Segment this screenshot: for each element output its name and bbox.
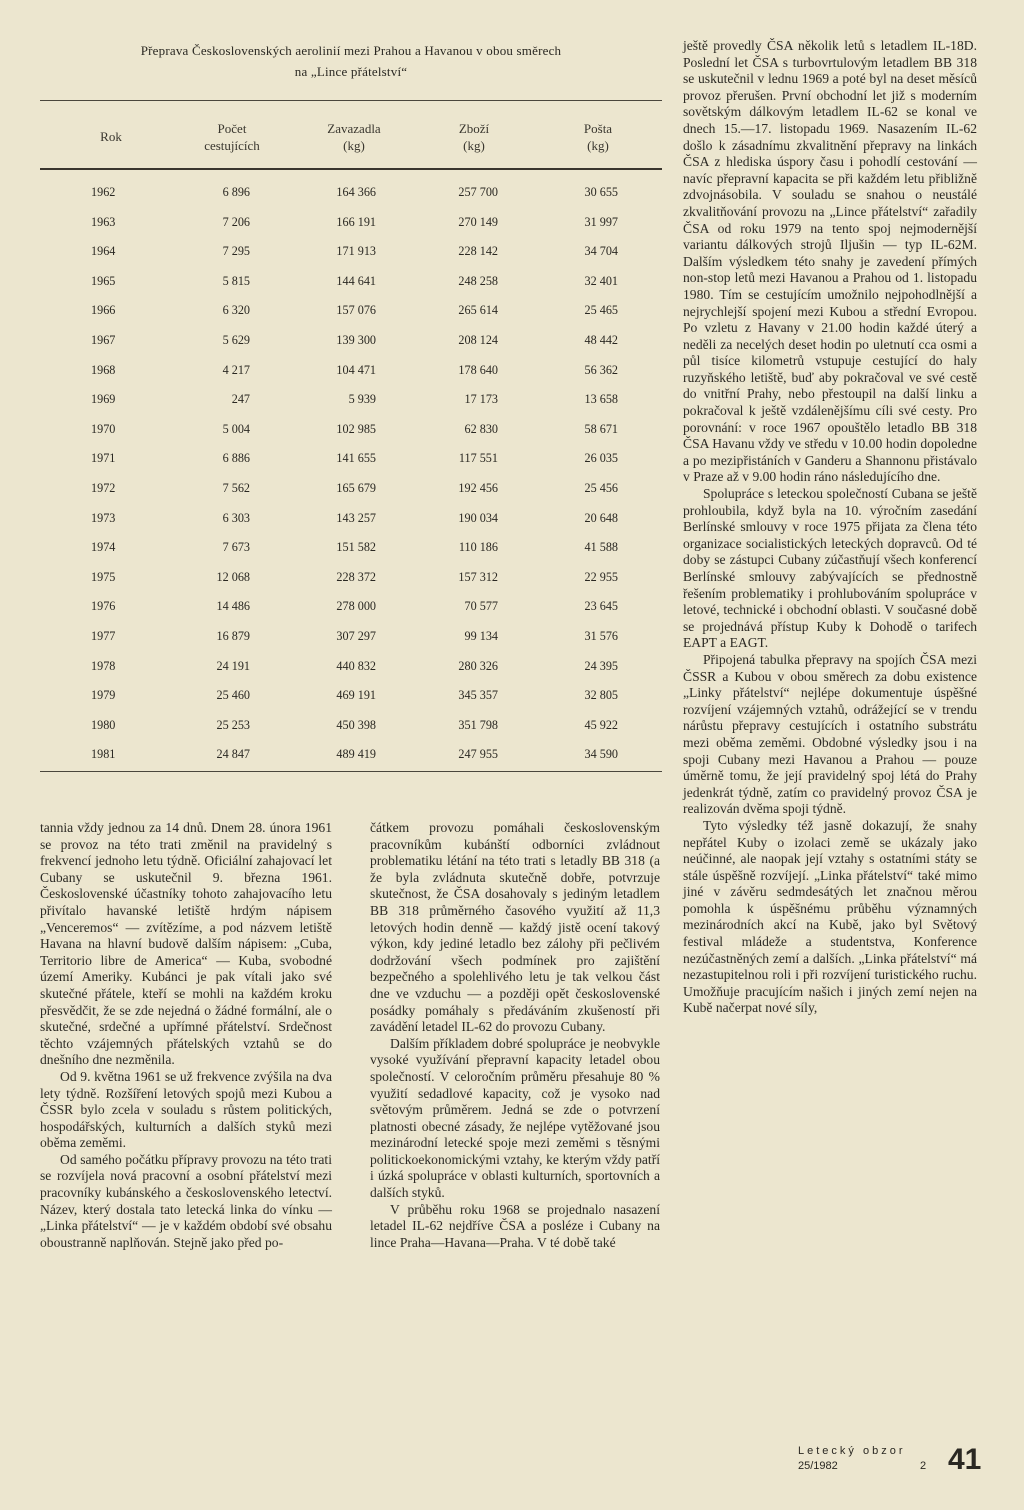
cell-year: 1964 xyxy=(91,244,116,259)
cell-passengers: 24 847 xyxy=(216,747,250,762)
cell-passengers: 5 004 xyxy=(222,421,250,436)
table-row xyxy=(40,356,662,386)
paragraph: Spolupráce s leteckou společností Cubana se ještě prohloubila, když byla na 10. výročním zasedání Berlínské smlouvy v roce 1975 přijata za člena této organizace socialistických leteckých dopravců. Od té doby se zástupci Cubany zúčastňují všech konferencí Berlínské smlouvy zabývajících se přednostně řešením problematiky i prohlubováním spolupráce v letové, technické i obchodní oblasti. V současné době se projednává přístup Kuby k Dohodě o tarifech EAPT a EAGT. xyxy=(683,486,977,651)
cell-cargo: 99 134 xyxy=(464,628,498,643)
page-number: 41 xyxy=(948,1443,982,1476)
cell-mail: 30 655 xyxy=(584,185,618,199)
cell-passengers: 6 886 xyxy=(222,451,250,466)
cell-cargo: 345 357 xyxy=(458,688,498,703)
magazine-issue: 25/1982 xyxy=(798,1460,838,1472)
cell-mail: 31 997 xyxy=(584,214,618,229)
cell-baggage: 102 985 xyxy=(336,421,376,436)
paragraph: V průběhu roku 1968 se projednalo nasazení letadel IL-62 nejdříve ČSA a posléze i Cubany na lince Praha—Havana—Praha. V té době také xyxy=(370,1201,660,1250)
cell-year: 1977 xyxy=(91,628,116,643)
cell-year: 1970 xyxy=(91,421,116,436)
cell-passengers: 7 562 xyxy=(222,480,250,495)
header-mail xyxy=(538,120,658,154)
cell-passengers: 14 486 xyxy=(216,599,250,614)
paragraph: Tyto výsledky též jasně dokazují, že snahy nepřátel Kuby o izolaci země se ukázaly jako neúčinné, ale naopak její vztahy s ostatními státy se stále úspěšně rozvíjejí. „Linka přátelství“ také mimo jiné v závěru sedmdesátých let značnou měrou pomohla k úspěšnému průběhu významných mezinárodních akcí na Kubě, jako byl Světový festival mládeže a studentstva, Konference nezúčastněných zemí a dalších. „Linka přátelství“ má nezastupitelnou roli i při rozvíjení turistického ruchu. Umožňuje pracujícím našich i jiných zemí nejen na Kubě načerpat nové síly, xyxy=(683,817,977,1016)
cell-passengers: 4 217 xyxy=(222,362,250,377)
cell-mail: 25 456 xyxy=(584,480,618,495)
cell-passengers: 16 879 xyxy=(216,628,250,643)
magazine-issue-sub: 2 xyxy=(920,1460,927,1472)
table-row xyxy=(40,622,662,652)
table-row xyxy=(40,533,662,563)
cell-year: 1971 xyxy=(91,451,116,466)
table-row xyxy=(40,474,662,504)
cell-year: 1979 xyxy=(91,688,116,703)
table-row xyxy=(40,178,662,208)
cell-year: 1975 xyxy=(91,569,116,584)
cell-passengers: 25 460 xyxy=(216,688,250,703)
cell-mail: 45 922 xyxy=(584,717,618,732)
cell-baggage: 164 366 xyxy=(336,185,376,199)
cell-year: 1965 xyxy=(91,273,116,288)
cell-baggage: 143 257 xyxy=(336,510,376,525)
paragraph: Od 9. května 1961 se už frekvence zvýšila na dva lety týdně. Rozšíření letových spojů mezi Kubou a ČSSR bylo zcela v souladu s růstem politických, hospodářských, kulturních a dalších styků mezi oběma zeměmi. xyxy=(40,1068,332,1151)
cell-cargo: 270 149 xyxy=(458,214,498,229)
cell-passengers: 7 673 xyxy=(222,540,250,555)
cell-baggage: 166 191 xyxy=(336,214,376,229)
cell-mail: 24 395 xyxy=(584,658,618,673)
paragraph: Dalším příkladem dobré spolupráce je neobvykle vysoké využívání přepravní kapacity letadel obou společností. V celoročním průměru přesahuje 80 % využití sedadlové kapacity, což je vysoko nad světovým průměrem. Jedná se zde o potvrzení platnosti obecné zásady, že nejlépe vytěžované jsou mezinárodní letecké spoje mezi zeměmi s těsnými politickoekonomickými vztahy, ke kterým vždy patří i úzká spolupráce v oblasti kulturních, sportovních a dalších styků. xyxy=(370,1035,660,1201)
cell-year: 1973 xyxy=(91,510,116,525)
table-title xyxy=(40,40,662,82)
cell-year: 1966 xyxy=(91,303,116,318)
text-column-middle xyxy=(370,820,660,1251)
table-row xyxy=(40,267,662,297)
cell-mail: 13 658 xyxy=(584,392,618,407)
cell-baggage: 144 641 xyxy=(336,273,376,288)
header-baggage-line-2: (kg) xyxy=(343,138,365,153)
table-row xyxy=(40,681,662,711)
cell-year: 1968 xyxy=(91,362,116,377)
cell-baggage: 489 419 xyxy=(336,747,376,762)
header-year: Rok xyxy=(100,129,122,144)
cell-mail: 58 671 xyxy=(584,421,618,436)
cell-baggage: 228 372 xyxy=(336,569,376,584)
header-baggage xyxy=(294,120,414,154)
table-header xyxy=(40,118,662,168)
cell-year: 1969 xyxy=(91,392,116,407)
cell-passengers: 25 253 xyxy=(216,717,250,732)
cell-mail: 26 035 xyxy=(584,451,618,466)
paragraph: čátkem provozu pomáhali československým pracovníkům kubánští odborníci zvládnout problematiku létání na této trati s letadly BB 318 (a že byla zvládnuta skutečně dobře, potvrzuje skutečnost, že ČSA dosahovaly s jediným letadlem BB 318 průměrného časového využití až 11,3 letových hodin denně — každý jistě ocení takový výkon, kdy jediné letadlo bez zálohy při pečlivém dodržování všech podmínek pro zajištění bezpečného a spolehlivého letu je tak velkou část dne ve vzduchu — a později opět československé posádky pomáhaly s předáváním zkušeností při zavádění letadel IL-62 do provozu Cubany. xyxy=(370,820,660,1035)
cell-baggage: 151 582 xyxy=(336,540,376,555)
magazine-name: Letecký obzor xyxy=(798,1445,906,1457)
cell-passengers: 6 303 xyxy=(222,510,250,525)
cell-baggage: 104 471 xyxy=(336,362,376,377)
table-row xyxy=(40,711,662,741)
table-row xyxy=(40,415,662,445)
header-passengers xyxy=(172,120,292,154)
header-cargo xyxy=(414,120,534,154)
table-header-rule xyxy=(40,168,662,170)
cell-baggage: 440 832 xyxy=(336,658,376,673)
cell-mail: 23 645 xyxy=(584,599,618,614)
header-baggage-line-1: Zavazadla xyxy=(327,121,381,136)
cell-cargo: 17 173 xyxy=(464,392,498,407)
text-column-right xyxy=(683,38,977,1017)
cell-passengers: 247 xyxy=(231,392,250,407)
cell-year: 1972 xyxy=(91,480,116,495)
table-top-rule xyxy=(40,100,662,101)
cell-year: 1967 xyxy=(91,332,116,347)
header-cargo-line-1: Zboží xyxy=(458,121,490,136)
cell-passengers: 5 815 xyxy=(222,273,250,288)
cell-baggage: 165 679 xyxy=(336,480,376,495)
cell-mail: 25 465 xyxy=(584,303,618,318)
page-footer xyxy=(798,1445,988,1485)
cell-mail: 41 588 xyxy=(584,540,618,555)
cell-cargo: 351 798 xyxy=(458,717,498,732)
cell-passengers: 12 068 xyxy=(216,569,250,584)
table-title-line-1: Přeprava Československých aerolinií mezi Prahou a Havanou v obou směrech xyxy=(140,43,562,58)
cell-cargo: 248 258 xyxy=(458,273,498,288)
cell-passengers: 5 629 xyxy=(222,332,250,347)
cell-baggage: 278 000 xyxy=(336,599,376,614)
cell-passengers: 6 896 xyxy=(222,185,250,199)
cell-passengers: 7 206 xyxy=(222,214,250,229)
table-row xyxy=(40,444,662,474)
cell-mail: 31 576 xyxy=(584,628,618,643)
paragraph: Připojená tabulka přepravy na spojích ČSA mezi ČSSR a Kubou v obou směrech za dobu existence „Linky přátelství“ nejlépe dokumentuje úspěšné rozvíjení vzájemných vztahů, odrážející se v trendu nárůstu přepravy cestujících i ostatního substrátu mezi oběma zeměmi. Obdobné výsledky jsou i na spoji Cubany mezi Havanou a Prahou — pouze úměrně tomu, že její pravidelný spoj létá do Prahy jedenkrát týdně, zatím co pravidelný provoz ČSA je realizován dvěma spoji týdně. xyxy=(683,651,977,817)
cell-year: 1974 xyxy=(91,540,116,555)
cell-mail: 34 704 xyxy=(584,244,618,259)
cell-mail: 34 590 xyxy=(584,747,618,762)
cell-mail: 20 648 xyxy=(584,510,618,525)
text-column-left xyxy=(40,820,332,1251)
cell-cargo: 280 326 xyxy=(458,658,498,673)
cell-cargo: 265 614 xyxy=(458,303,498,318)
cell-mail: 48 442 xyxy=(584,332,618,347)
cell-cargo: 192 456 xyxy=(458,480,498,495)
cell-year: 1980 xyxy=(91,717,116,732)
header-mail-line-2: (kg) xyxy=(587,138,609,153)
table-row xyxy=(40,296,662,326)
header-passengers-line-1: Počet xyxy=(217,121,247,136)
cell-cargo: 70 577 xyxy=(464,599,498,614)
table-row xyxy=(40,208,662,238)
header-passengers-line-2: cestujících xyxy=(204,138,260,153)
table-body xyxy=(40,178,662,770)
table-row xyxy=(40,326,662,356)
cell-cargo: 257 700 xyxy=(458,185,498,199)
cell-cargo: 178 640 xyxy=(458,362,498,377)
cell-cargo: 190 034 xyxy=(458,510,498,525)
table-row xyxy=(40,237,662,267)
cell-cargo: 157 312 xyxy=(458,569,498,584)
cell-mail: 56 362 xyxy=(584,362,618,377)
paragraph: ještě provedly ČSA několik letů s letadlem IL-18D. Poslední let ČSA s turbovrtulovým letadlem BB 318 se uskutečnil v lednu 1969 a poté byl na deset měsíců provoz přerušen. První obchodní let již s moderním sovětským dálkovým letadlem IL-62 se konal ve dnech 15.—17. listopadu 1969. Nasazením IL-62 došlo k zásadnímu zkvalitnění přepravy na linkách ČSA z hlediska úspory času i pohodlí cestování — navíc přepravní kapacita se při každém letu přibližně zdvojnásobila. V souladu se snahou o neustálé zkvalitňování provozu na „Lince přátelství“ zařadily ČSA od roku 1979 na tento spoj nejmodernější variantu dálkových strojů Iljušin — typ IL-62M. Dalším výsledkem této snahy je zavedení přímých non-stop letů mezi Havanou a Prahou od 1. listopadu 1980. Tím se cestujícím umožnilo nejpohodlnější a nejrychlejší spojení mezi Kubou a střední Evropou. Po vzletu z Havany v 21.00 hodin každé úterý a neděli za necelých deset hodin po uletnutí cca osmi a půl tisíce kilometrů vstupuje cestující do haly ruzyňského letiště, buď aby pokračoval ve své cestě do vnitřní Prahy, nebo přestoupil na další linku a pokračoval k ještě vzdálenějšímu cíli své cesty. Pro porovnání: v roce 1967 opouštělo letadlo BB 318 ČSA Havanu vždy ve středu v 10.00 hodin dopoledne a po mezipřistáních v Ganderu a Shannonu přistávalo v Praze až v 9.00 hodin ráno následujícího dne. xyxy=(683,38,977,485)
table-row xyxy=(40,592,662,622)
table-row xyxy=(40,385,662,415)
cell-passengers: 6 320 xyxy=(222,303,250,318)
paragraph: Od samého počátku přípravy provozu na této trati se rozvíjela nová pracovní a osobní přátelství mezi pracovníky kubánského a československého letectví. Název, který dostala tato letecká linka do vínku — „Linka přátelství“ — je v každém období své obsahu oboustranně naplňován. Stejně jako před po- xyxy=(40,1151,332,1250)
cell-cargo: 208 124 xyxy=(458,332,498,347)
cell-mail: 22 955 xyxy=(584,569,618,584)
table-row xyxy=(40,563,662,593)
cell-cargo: 228 142 xyxy=(458,244,498,259)
cell-baggage: 307 297 xyxy=(336,628,376,643)
table-bottom-rule xyxy=(40,771,662,772)
header-mail-line-1: Pošta xyxy=(583,121,613,136)
cell-passengers: 24 191 xyxy=(216,658,250,673)
cell-mail: 32 805 xyxy=(584,688,618,703)
cell-mail: 32 401 xyxy=(584,273,618,288)
cell-year: 1981 xyxy=(91,747,116,762)
cell-year: 1962 xyxy=(91,185,116,199)
cell-cargo: 117 551 xyxy=(458,451,498,466)
table-title-line-2: na „Lince přátelství“ xyxy=(294,64,408,79)
cell-baggage: 139 300 xyxy=(336,332,376,347)
cell-baggage: 141 655 xyxy=(336,451,376,466)
table-row xyxy=(40,504,662,534)
cell-baggage: 5 939 xyxy=(348,392,376,407)
cell-passengers: 7 295 xyxy=(222,244,250,259)
table-row xyxy=(40,740,662,770)
cell-baggage: 171 913 xyxy=(336,244,376,259)
cell-baggage: 469 191 xyxy=(336,688,376,703)
cell-baggage: 450 398 xyxy=(336,717,376,732)
cell-cargo: 62 830 xyxy=(464,421,498,436)
cell-year: 1976 xyxy=(91,599,116,614)
table-row xyxy=(40,652,662,682)
cell-baggage: 157 076 xyxy=(336,303,376,318)
cell-year: 1963 xyxy=(91,214,116,229)
cell-cargo: 110 186 xyxy=(458,540,498,555)
paragraph: tannia vždy jednou za 14 dnů. Dnem 28. února 1961 se provoz na této trati změnil na pravidelný s frekvencí jednoho letu týdně. Oficiální zahajovací let Cubany se uskutečnil 9. března 1961. Československé účastníky tohoto zahajovacího letu přivítalo havanské letiště hrdým nápisem „Venceremos“ — zvítězíme, a pod názvem letiště Havana na hlavní budově dalším nápisem: „Cuba, Territorio libre de America“ — Kuba, svobodné území Ameriky. Kubánci je pak vítali jako své skutečné přátele, kteří se mohli na každém kroku přesvědčit, že se zde nejedná o žádné formální, ale o skutečné, srdečné a upřímné přátelství. Srdečnost těchto vzájemných přátelských vztahů se do dnešního dne nezměnila. xyxy=(40,820,332,1068)
header-cargo-line-2: (kg) xyxy=(463,138,485,153)
cell-year: 1978 xyxy=(91,658,116,673)
cell-cargo: 247 955 xyxy=(458,747,498,762)
